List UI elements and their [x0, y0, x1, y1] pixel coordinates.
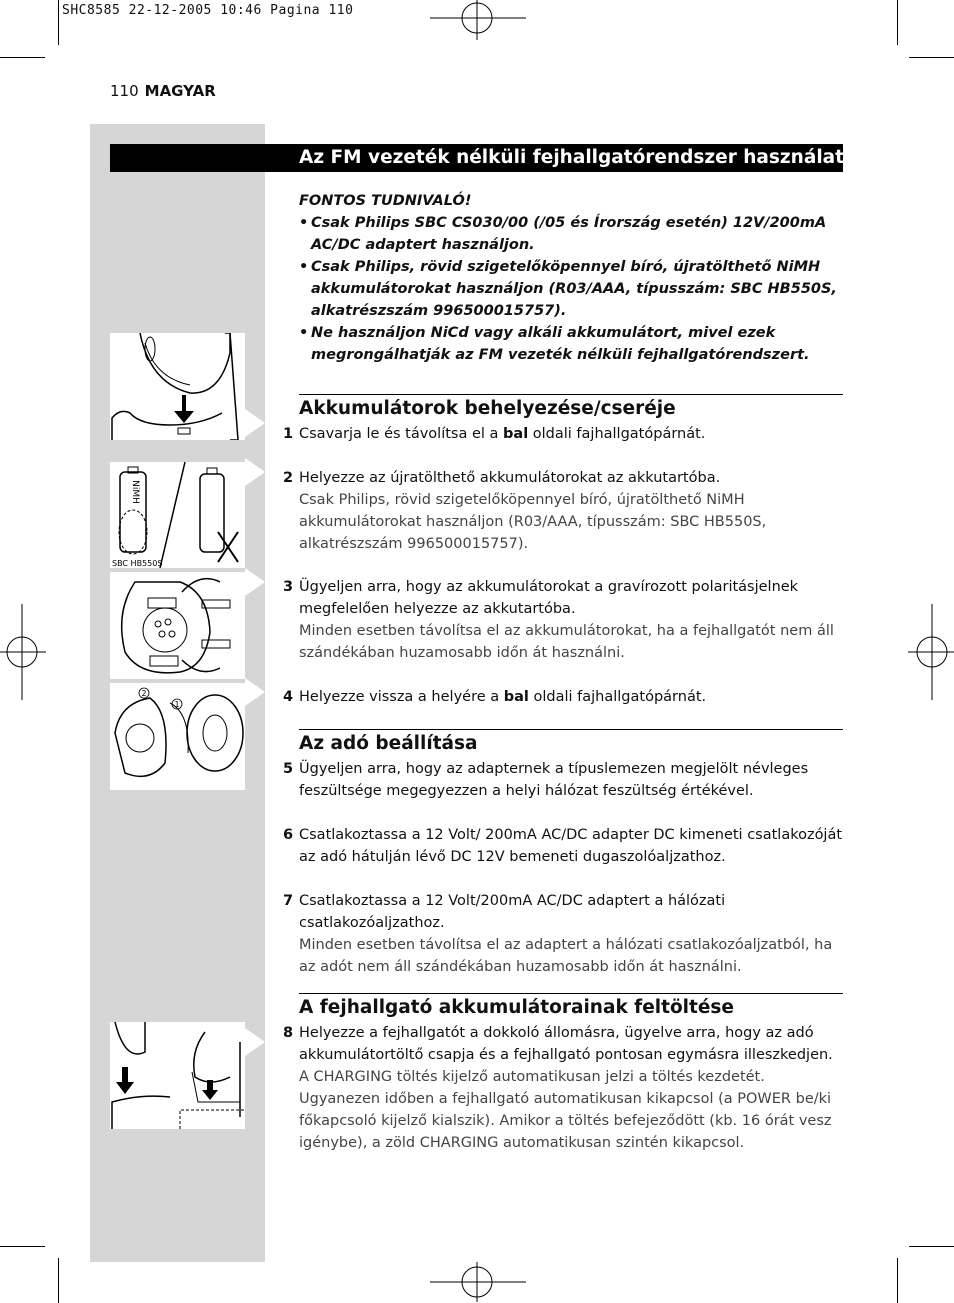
headphone-illustration — [110, 333, 245, 440]
battery-illustration — [110, 462, 245, 568]
section-rule — [299, 729, 843, 730]
notice-bullet: • Csak Philips, rövid szigetelőköpennyel bíró, újratölthető NiMH akkumulátorokat használjon (R03/AAA, típusszám: SBC HB550S, alkatrészszám 996500015757). — [299, 259, 837, 319]
section-heading: Akkumulátorok behelyezése/cseréje — [299, 398, 676, 419]
charging-dock-illustration — [110, 1022, 245, 1129]
page-language: MAGYAR — [144, 82, 216, 100]
step-6: 6 Csatlakoztassa a 12 Volt/ 200mA AC/DC adapter DC kimeneti csatlakozóját az adó hátulján lévő DC 12V bemeneti dugaszolóaljzathoz. — [283, 827, 843, 865]
battery-model: SBC HB550S — [112, 559, 163, 568]
notice-bullet: • Csak Philips SBC CS030/00 (/05 és Írország esetén) 12V/200mA AC/DC adaptert használjon. — [299, 215, 827, 253]
page-title: Az FM vezeték nélküli fejhallgatórendszer használata — [299, 147, 857, 168]
crop-mark — [0, 1246, 45, 1247]
step-2: 2 Helyezze az újratölthető akkumulátorokat az akkutartóba. Csak Philips, rövid szigetelőköpennyel bíró, újratölthető NiMH akkumulátorokat használjon (R03/AAA, típusszám: SBC HB550S, alkatrészszám 996500015757). — [283, 470, 767, 552]
important-notice — [299, 190, 844, 366]
step-8: 8 Helyezze a fejhallgatót a dokkoló állomásra, ügyelve arra, hogy az adó akkumulátortöltő csapja és a fejhallgató pontosan egymásra illeszkedjen. A CHARGING töltés kijelző automatikusan jelzi a töltés kezdetét. Ugyanezen időben a fejhallgató automatikusan kikapcsol (a POWER be/ki főkapcsoló kijelző kialszik). Amikor a töltés befejeződött (kb. 16 órát vesz igénybe), a zöld CHARGING automatikusan szintén kikapcsol. — [283, 1025, 833, 1151]
crop-mark — [909, 1246, 954, 1247]
registration-mark-icon — [0, 604, 46, 700]
figure-pointer — [245, 1028, 265, 1056]
figure-pointer — [245, 409, 265, 437]
callout-2: 2 — [141, 689, 147, 698]
crop-mark — [58, 1258, 59, 1303]
section-rule — [299, 993, 843, 994]
figure-pointer — [245, 568, 265, 596]
battery-compartment-illustration — [110, 572, 245, 679]
registration-mark-icon — [430, 1262, 526, 1302]
crop-mark — [0, 57, 45, 58]
crop-mark — [58, 0, 59, 45]
callout-1: 1 — [174, 700, 180, 709]
notice-bullet: • Ne használjon NiCd vagy alkáli akkumulátort, mivel ezek megrongálhatják az FM vezeték nélküli fejhallgatórendszert. — [299, 325, 810, 363]
section-heading: Az adó beállítása — [299, 733, 478, 754]
figure-pointer — [245, 678, 265, 706]
step-7: 7 Csatlakoztassa a 12 Volt/200mA AC/DC adaptert a hálózati csatlakozóaljzathoz. Minden esetben távolítsa el az adaptert a hálózati csatlakozóaljzatból, ha az adót nem áll szándékában huzamosabb időn át használni. — [283, 893, 833, 975]
figure-charging — [110, 1022, 245, 1129]
page-number: 110 — [110, 82, 139, 100]
step-3: 3 Ügyeljen arra, hogy az akkumulátorokat a gravírozott polaritásjelnek megfelelően helyezze az akkutartóba. Minden esetben távolítsa el az akkumulátorokat, ha a fejhallgatót nem áll szándékában huzamosabb időn át használni. — [283, 579, 834, 661]
figure-remove-cushion — [110, 333, 245, 440]
figure-refit-cushion — [110, 683, 245, 790]
step-1: 1 Csavarja le és távolítsa el a bal oldali fajhallgatópárnát. — [283, 426, 706, 442]
crop-mark — [897, 0, 898, 45]
section-title-bar — [110, 144, 857, 172]
step-4: 4 Helyezze vissza a helyére a bal oldali fajhallgatópárnát. — [283, 689, 707, 705]
step-5: 5 Ügyeljen arra, hogy az adapternek a típuslemezen megjelölt névleges feszültsége megegyezzen a helyi hálózat feszültség értékével. — [283, 761, 809, 799]
page-header — [110, 82, 216, 100]
section-heading: A fejhallgató akkumulátorainak feltöltése — [299, 997, 734, 1018]
registration-mark-icon — [908, 604, 954, 700]
cushion-illustration — [110, 683, 245, 790]
section-rule — [299, 394, 843, 395]
registration-mark-icon — [430, 0, 526, 40]
crop-mark — [909, 57, 954, 58]
battery-label: NiMH — [130, 480, 140, 504]
notice-heading: FONTOS TUDNIVALÓ! — [299, 193, 472, 209]
figure-insert-batteries — [110, 572, 245, 679]
figure-batteries — [110, 462, 245, 568]
figure-pointer — [245, 458, 265, 486]
crop-mark — [897, 1258, 898, 1303]
printer-slug: SHC8585 22-12-2005 10:46 Pagina 110 — [62, 3, 354, 18]
